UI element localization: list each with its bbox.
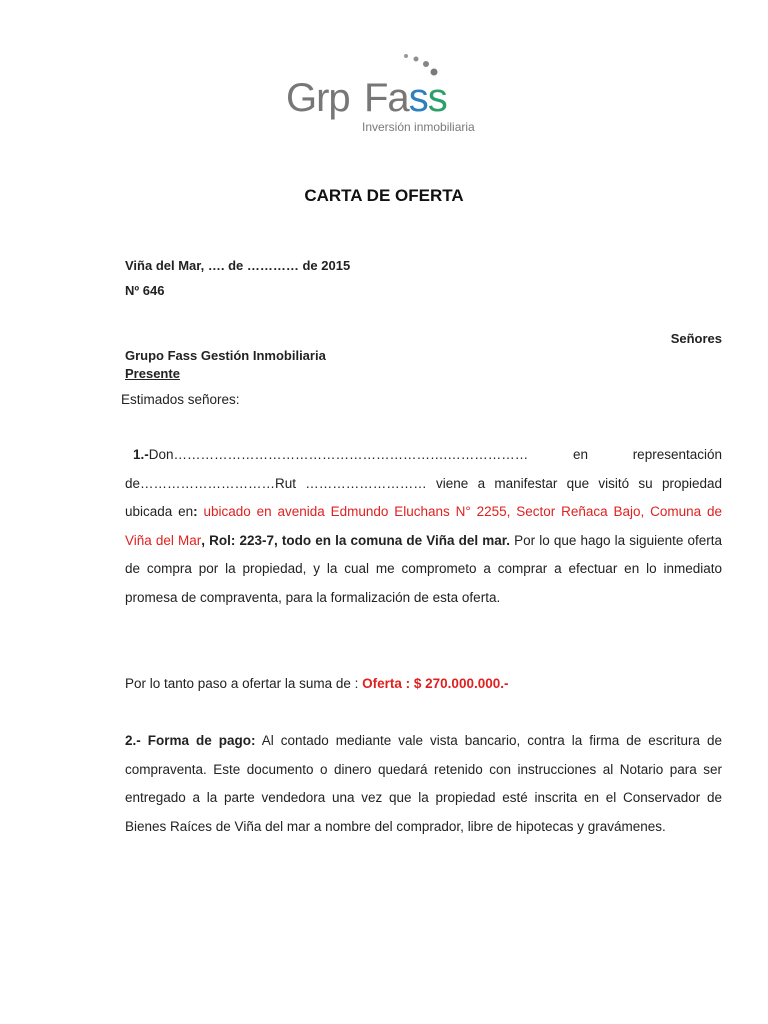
- paragraph-1: 1.-Don…………………………………………………….……………… en representación de…………………………Rut ……………………… viene a manifestar que visitó su propiedad ubicada en: ubicado en avenida Edmundo Eluchans N° 2255, Sector Reñaca Bajo, Comuna de Viña del Mar, Rol: 223-7, todo en la comuna de Viña del mar. Por lo que hago la siguiente oferta de compra por la propiedad, y la cual me comprometo a comprar a efectuar en lo inmediato promesa de compraventa, para la formalización de esta oferta.: [125, 447, 722, 605]
- logo-word-fass: Fass: [364, 76, 447, 120]
- document-title: CARTA DE OFERTA: [304, 186, 464, 205]
- document-number: Nº 646: [125, 283, 165, 298]
- logo-word-grp: Grp: [286, 76, 350, 120]
- paragraph-2: 2.- Forma de pago: Al contado mediante vale vista bancario, contra la firma de escritura de compraventa. Este documento o dinero quedará retenido con instrucciones al Notario para ser entregado a la parte vendedora una vez que la propiedad esté inscrita en el Conservador de Bienes Raíces de Viña del mar a nombre del comprador, libre de hipotecas y gravámenes.: [125, 733, 722, 834]
- payment-heading: 2.- Forma de pago:: [125, 733, 256, 748]
- company-logo: [286, 50, 496, 140]
- offer-amount: Oferta : $ 270.000.000.-: [362, 676, 509, 691]
- salutation-senores: Señores: [670, 331, 722, 346]
- logo-subtitle: Inversión inmobiliaria: [362, 120, 475, 134]
- greeting: Estimados señores:: [121, 392, 240, 407]
- offer-line: Por lo tanto paso a ofertar la suma de : Oferta : $ 270.000.000.-: [125, 676, 509, 691]
- presente-label: Presente: [125, 366, 180, 381]
- recipient-name: Grupo Fass Gestión Inmobiliaria: [125, 348, 326, 363]
- place-date: Viña del Mar, …. de ………… de 2015: [125, 258, 351, 273]
